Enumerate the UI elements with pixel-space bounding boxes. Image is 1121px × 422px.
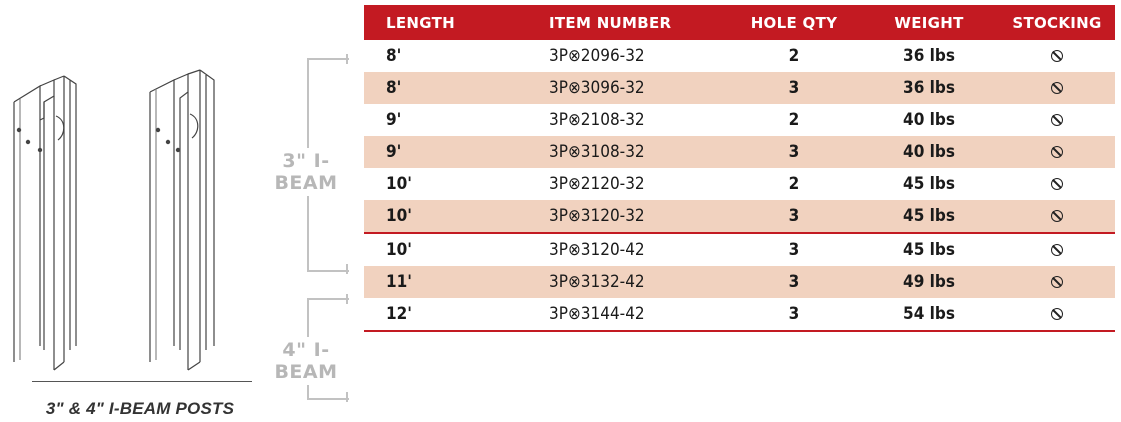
cell-length: 11' bbox=[364, 266, 539, 298]
cell-weight: 40 lbs bbox=[859, 136, 999, 168]
cell-item-number: 3P⊗3132-42 bbox=[539, 266, 729, 298]
cell-hole-qty: 2 bbox=[788, 110, 800, 130]
cell-item-number: 3P⊗3120-32 bbox=[539, 200, 729, 233]
group-label-3in-i-beam: 3" I-BEAM bbox=[256, 148, 356, 196]
caption-divider bbox=[32, 381, 252, 382]
column-header-item-number: ITEM NUMBER bbox=[539, 5, 729, 40]
cell-stocking bbox=[999, 200, 1115, 233]
cell-weight: 40 lbs bbox=[903, 110, 955, 130]
column-header-weight: WEIGHT bbox=[859, 5, 999, 40]
cell-hole-qty: 2 bbox=[788, 174, 800, 194]
cell-hole-qty: 3 bbox=[788, 240, 800, 260]
cell-weight: 36 lbs bbox=[859, 72, 999, 104]
cell-weight: 49 lbs bbox=[859, 266, 999, 298]
no-stock-icon bbox=[1051, 210, 1063, 222]
illustration-caption: 3" & 4" I-BEAM POSTS bbox=[45, 399, 235, 418]
cell-weight: 36 lbs bbox=[903, 46, 955, 66]
no-stock-icon bbox=[1051, 308, 1063, 320]
i-beam-post-left bbox=[14, 76, 76, 370]
cell-stocking bbox=[999, 40, 1115, 72]
cell-hole-qty: 3 bbox=[729, 72, 859, 104]
table-row bbox=[364, 104, 1115, 136]
cell-item-number: 3P⊗3096-32 bbox=[539, 72, 729, 104]
table-row bbox=[364, 168, 1115, 200]
i-beam-spec-table bbox=[364, 5, 1115, 332]
column-header-hole-qty: HOLE QTY bbox=[729, 5, 859, 40]
bracket-tick bbox=[346, 294, 348, 304]
cell-item-number: 3P⊗2096-32 bbox=[549, 46, 645, 66]
group-label-4in-i-beam: 4" I-BEAM bbox=[256, 337, 356, 385]
cell-length: 10' bbox=[386, 174, 412, 194]
cell-length: 8' bbox=[386, 46, 402, 66]
cell-stocking bbox=[999, 266, 1115, 298]
cell-hole-qty: 3 bbox=[729, 136, 859, 168]
cell-weight: 45 lbs bbox=[903, 174, 955, 194]
cell-length: 9' bbox=[386, 110, 402, 130]
cell-stocking bbox=[999, 136, 1115, 168]
cell-weight: 45 lbs bbox=[859, 200, 999, 233]
cell-weight: 54 lbs bbox=[859, 298, 999, 331]
cell-item-number: 3P⊗3144-42 bbox=[539, 298, 729, 331]
cell-length: 9' bbox=[364, 136, 539, 168]
bracket-tick bbox=[346, 392, 348, 402]
cell-stocking bbox=[999, 168, 1115, 200]
no-stock-icon bbox=[1051, 146, 1063, 158]
cell-weight: 45 lbs bbox=[903, 240, 955, 260]
table-row bbox=[364, 136, 1115, 168]
cell-hole-qty: 3 bbox=[729, 266, 859, 298]
cell-item-number: 3P⊗2120-32 bbox=[549, 174, 645, 194]
no-stock-icon bbox=[1051, 276, 1063, 288]
no-stock-icon bbox=[1051, 178, 1063, 190]
cell-stocking bbox=[999, 104, 1115, 136]
table-row bbox=[364, 72, 1115, 104]
cell-length: 10' bbox=[364, 200, 539, 233]
cell-hole-qty: 3 bbox=[729, 298, 859, 331]
table-row bbox=[364, 298, 1115, 331]
no-stock-icon bbox=[1051, 50, 1063, 62]
cell-stocking bbox=[999, 72, 1115, 104]
table-row bbox=[364, 40, 1115, 72]
cell-length: 12' bbox=[364, 298, 539, 331]
bracket-tick bbox=[346, 264, 348, 274]
cell-item-number: 3P⊗2108-32 bbox=[549, 110, 645, 130]
table-row bbox=[364, 200, 1115, 233]
no-stock-icon bbox=[1051, 82, 1063, 94]
cell-item-number: 3P⊗3108-32 bbox=[539, 136, 729, 168]
cell-hole-qty: 3 bbox=[729, 200, 859, 233]
cell-stocking bbox=[999, 233, 1115, 266]
cell-hole-qty: 2 bbox=[788, 46, 800, 66]
table-row bbox=[364, 233, 1115, 266]
column-header-length: LENGTH bbox=[364, 5, 539, 40]
cell-length: 8' bbox=[364, 72, 539, 104]
no-stock-icon bbox=[1051, 114, 1063, 126]
i-beam-posts-illustration bbox=[0, 0, 300, 422]
no-stock-icon bbox=[1051, 244, 1063, 256]
table-header-row bbox=[364, 5, 1115, 40]
table-row bbox=[364, 266, 1115, 298]
cell-stocking bbox=[999, 298, 1115, 331]
cell-item-number: 3P⊗3120-42 bbox=[549, 240, 645, 260]
cell-length: 10' bbox=[386, 240, 412, 260]
column-header-stocking: STOCKING bbox=[999, 5, 1115, 40]
bracket-tick bbox=[346, 54, 348, 64]
i-beam-post-right bbox=[150, 70, 214, 370]
